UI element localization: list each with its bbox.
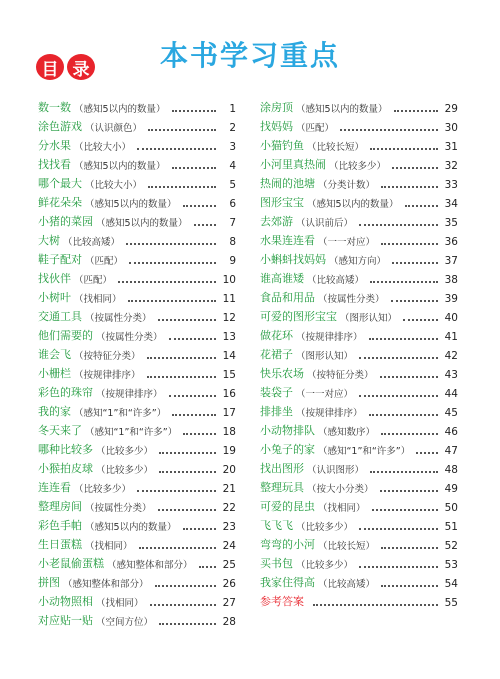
dot-leader <box>172 414 216 416</box>
toc-entry-subtitle: （比较长短） <box>318 541 376 552</box>
dot-leader <box>183 433 216 435</box>
toc-entry[interactable] <box>38 381 236 400</box>
dot-leader <box>359 395 438 397</box>
toc-entry[interactable] <box>260 590 458 609</box>
dot-leader <box>199 566 216 568</box>
toc-entry-subtitle: （找相同） <box>74 294 122 305</box>
dot-leader <box>381 585 438 587</box>
toc-page-number: 36 <box>444 236 458 248</box>
toc-entry[interactable] <box>260 457 458 476</box>
toc-page-number: 5 <box>229 179 236 191</box>
toc-entry-title: 对应贴一贴 <box>38 614 93 627</box>
toc-entry-title: 彩色的珠帘 <box>38 386 93 399</box>
toc-entry-title: 交通工具 <box>38 310 82 323</box>
toc-entry[interactable] <box>38 514 236 533</box>
toc-entry-subtitle: （找相同） <box>96 598 144 609</box>
toc-entry[interactable] <box>260 381 458 400</box>
toc-entry-subtitle: （按特征分类） <box>307 370 374 381</box>
toc-entry-subtitle: （按属性分类） <box>318 294 385 305</box>
dot-leader <box>159 452 216 454</box>
toc-entry-subtitle: （按规律排序） <box>296 332 363 343</box>
toc-entry-subtitle: （按规律排序） <box>74 370 141 381</box>
toc-entry-subtitle: （比较高矮） <box>318 579 376 590</box>
toc-entry[interactable] <box>260 191 458 210</box>
toc-page-number: 22 <box>222 502 236 514</box>
toc-entry-title: 做花环 <box>260 329 293 342</box>
toc-page-number: 29 <box>444 103 458 115</box>
toc-entry-title: 我家住得高 <box>260 576 315 589</box>
toc-entry-subtitle: （空间方位） <box>96 617 154 628</box>
toc-entry-subtitle: （比较大小） <box>74 142 132 153</box>
toc-entry-subtitle: （感知5以内的数量） <box>74 161 166 172</box>
toc-entry-title: 找出图形 <box>260 462 304 475</box>
toc-page-number: 3 <box>229 141 236 153</box>
dot-leader <box>392 167 438 169</box>
toc-page-number: 35 <box>444 217 458 229</box>
toc-page-number: 32 <box>444 160 458 172</box>
dot-leader <box>370 471 438 473</box>
toc-entry-title: 去郊游 <box>260 215 293 228</box>
toc-entry-title: 小兔子的家 <box>260 443 315 456</box>
toc-entry-title: 小动物排队 <box>260 424 315 437</box>
toc-entry-title: 排排坐 <box>260 405 293 418</box>
toc-entry[interactable] <box>260 229 458 248</box>
toc-entry-subtitle: （比较多少） <box>296 522 354 533</box>
toc-page-number: 41 <box>444 331 458 343</box>
toc-entry-title: 涂房顶 <box>260 101 293 114</box>
toc-page-number: 19 <box>222 445 236 457</box>
dot-leader <box>372 509 438 511</box>
dot-leader <box>158 319 216 321</box>
toc-entry[interactable] <box>38 476 236 495</box>
toc-entry-subtitle: （一一对应） <box>296 389 354 400</box>
toc-page-number: 2 <box>229 122 236 134</box>
toc-entry[interactable] <box>260 210 458 229</box>
toc-page-number: 9 <box>229 255 236 267</box>
badge-char-1: 目 <box>36 54 64 80</box>
toc-entry-subtitle: （比较多少） <box>96 446 154 457</box>
dot-leader <box>126 243 216 245</box>
toc-entry-subtitle: （比较多少） <box>329 161 387 172</box>
toc-entry-title: 鞋子配对 <box>38 253 82 266</box>
dot-leader <box>118 281 216 283</box>
toc-entry[interactable] <box>38 419 236 438</box>
toc-page-number: 8 <box>229 236 236 248</box>
toc-page-number: 44 <box>444 388 458 400</box>
toc-entry-title: 小猪的菜园 <box>38 215 93 228</box>
dot-leader <box>370 281 438 283</box>
badge-char-2: 录 <box>67 54 95 80</box>
toc-entry-subtitle: （感知整体和部分） <box>107 560 193 571</box>
dot-leader <box>391 300 438 302</box>
toc-entry-title: 涂色游戏 <box>38 120 82 133</box>
toc-entry[interactable] <box>260 115 458 134</box>
dot-leader <box>313 604 438 606</box>
toc-entry[interactable] <box>260 96 458 115</box>
toc-page-number: 54 <box>444 578 458 590</box>
dot-leader <box>147 376 216 378</box>
dot-leader <box>381 547 438 549</box>
toc-entry-title: 花裙子 <box>260 348 293 361</box>
toc-entry-title: 图形宝宝 <box>260 196 304 209</box>
dot-leader <box>340 129 438 131</box>
toc-entry-subtitle: （感知“1”和“许多”） <box>318 446 411 457</box>
toc-entry-title: 小动物照相 <box>38 595 93 608</box>
toc-entry[interactable] <box>260 267 458 286</box>
toc-entry[interactable] <box>260 248 458 267</box>
dot-leader <box>381 243 438 245</box>
toc-entry[interactable] <box>260 286 458 305</box>
toc-entry[interactable] <box>38 96 236 115</box>
toc-entry[interactable] <box>38 191 236 210</box>
toc-page-number: 52 <box>444 540 458 552</box>
toc-entry-title: 小蝌蚪找妈妈 <box>260 253 326 266</box>
toc-page-number: 15 <box>222 369 236 381</box>
dot-leader <box>159 623 216 625</box>
toc-page-number: 17 <box>222 407 236 419</box>
dot-leader <box>183 528 216 530</box>
dot-leader <box>370 148 438 150</box>
dot-leader <box>147 357 216 359</box>
dot-leader <box>172 167 216 169</box>
toc-entry-title: 找找看 <box>38 158 71 171</box>
dot-leader <box>129 262 216 264</box>
toc-entry[interactable] <box>260 324 458 343</box>
toc-entry-subtitle: （感知5以内的数量） <box>307 199 399 210</box>
toc-entry-subtitle: （按属性分类） <box>85 313 152 324</box>
toc-entry[interactable] <box>38 286 236 305</box>
toc-entry-subtitle: （一一对应） <box>318 237 376 248</box>
toc-page-number: 39 <box>444 293 458 305</box>
toc-entry-title: 水果连连看 <box>260 234 315 247</box>
toc-entry-subtitle: （比较多少） <box>96 465 154 476</box>
toc-entry-title: 分水果 <box>38 139 71 152</box>
toc-entry-title: 食品和用品 <box>260 291 315 304</box>
dot-leader <box>148 186 216 188</box>
toc-entry[interactable] <box>260 419 458 438</box>
toc-entry[interactable] <box>38 362 236 381</box>
toc-entry-title: 谁会飞 <box>38 348 71 361</box>
toc-entry-subtitle: （图形认知） <box>340 313 398 324</box>
toc-page-number: 34 <box>444 198 458 210</box>
toc-entry[interactable] <box>260 476 458 495</box>
toc-entry-title: 可爱的图形宝宝 <box>260 310 337 323</box>
toc-entry-subtitle: （感知方向） <box>329 256 387 267</box>
toc-entry-title: 可爱的昆虫 <box>260 500 315 513</box>
toc-page-number: 55 <box>444 597 458 609</box>
toc-entry-subtitle: （匹配） <box>296 123 335 134</box>
toc-entry[interactable] <box>38 153 236 172</box>
toc-entry-subtitle: （匹配） <box>74 275 113 286</box>
toc-entry[interactable] <box>38 343 236 362</box>
toc-page-number: 13 <box>222 331 236 343</box>
toc-entry-subtitle: （找相同） <box>85 541 133 552</box>
toc-entry-title: 谁高谁矮 <box>260 272 304 285</box>
toc-entry[interactable] <box>260 153 458 172</box>
toc-entry-subtitle: （按属性分类） <box>85 503 152 514</box>
dot-leader <box>155 585 216 587</box>
dot-leader <box>169 338 216 340</box>
toc-entry[interactable] <box>38 172 236 191</box>
dot-leader <box>380 376 438 378</box>
toc-entry-title: 大树 <box>38 234 60 247</box>
toc-entry-title: 弯弯的小河 <box>260 538 315 551</box>
toc-entry[interactable] <box>38 590 236 609</box>
dot-leader <box>128 300 216 302</box>
dot-leader <box>137 148 216 150</box>
dot-leader <box>381 433 438 435</box>
toc-page-number: 7 <box>229 217 236 229</box>
dot-leader <box>359 357 438 359</box>
toc-page-number: 37 <box>444 255 458 267</box>
toc-entry-subtitle: （比较长短） <box>307 142 365 153</box>
toc-page-number: 14 <box>222 350 236 362</box>
toc-entry-title: 小猫钓鱼 <box>260 139 304 152</box>
toc-entry[interactable] <box>260 438 458 457</box>
dot-leader <box>359 224 438 226</box>
toc-page-number: 25 <box>222 559 236 571</box>
dot-leader <box>416 452 438 454</box>
toc-page-number: 21 <box>222 483 236 495</box>
toc-entry-subtitle: （认识前后） <box>296 218 354 229</box>
dot-leader <box>148 129 216 131</box>
toc-entry[interactable] <box>260 552 458 571</box>
toc-page-number: 51 <box>444 521 458 533</box>
dot-leader <box>183 205 216 207</box>
toc-entry-title: 他们需要的 <box>38 329 93 342</box>
dot-leader <box>359 566 438 568</box>
toc-entry-subtitle: （比较大小） <box>85 180 143 191</box>
toc-entry[interactable] <box>38 495 236 514</box>
toc-entry-subtitle: （图形认知） <box>296 351 354 362</box>
toc-entry-subtitle: （认识颜色） <box>85 123 143 134</box>
toc-page-number: 31 <box>444 141 458 153</box>
toc-right-column <box>260 96 458 609</box>
dot-leader <box>369 414 438 416</box>
toc-entry-title: 整理玩具 <box>260 481 304 494</box>
toc-entry-title: 小河里真热闹 <box>260 158 326 171</box>
dot-leader <box>172 110 216 112</box>
toc-entry[interactable] <box>38 609 236 628</box>
toc-page-number: 45 <box>444 407 458 419</box>
toc-entry-subtitle: （感知数序） <box>318 427 376 438</box>
toc-entry-title: 连连看 <box>38 481 71 494</box>
toc-page-number: 18 <box>222 426 236 438</box>
dot-leader <box>405 205 438 207</box>
toc-entry[interactable] <box>38 267 236 286</box>
dot-leader <box>159 471 216 473</box>
toc-entry[interactable] <box>260 400 458 419</box>
toc-entry-subtitle: （比较高矮） <box>63 237 121 248</box>
toc-entry[interactable] <box>38 248 236 267</box>
toc-left-column <box>38 96 236 628</box>
toc-entry[interactable] <box>260 343 458 362</box>
toc-page-number: 27 <box>222 597 236 609</box>
toc-entry-subtitle: （感知“1”和“许多”） <box>74 408 167 419</box>
toc-entry[interactable] <box>38 533 236 552</box>
toc-entry-subtitle: （按规律排序） <box>96 389 163 400</box>
toc-entry[interactable] <box>38 210 236 229</box>
toc-entry[interactable] <box>260 514 458 533</box>
toc-page-number: 1 <box>229 103 236 115</box>
toc-entry[interactable] <box>260 362 458 381</box>
page-title: 本书学习重点 <box>159 39 340 72</box>
toc-entry-title: 哪种比较多 <box>38 443 93 456</box>
toc-entry-subtitle: （认识图形） <box>307 465 365 476</box>
toc-entry-subtitle: （感知5以内的数量） <box>296 104 388 115</box>
toc-entry-title: 哪个最大 <box>38 177 82 190</box>
toc-entry-title: 参考答案 <box>260 595 304 608</box>
toc-entry-title: 我的家 <box>38 405 71 418</box>
toc-page-number: 12 <box>222 312 236 324</box>
dot-leader <box>158 509 216 511</box>
toc-entry-title: 找妈妈 <box>260 120 293 133</box>
toc-entry-title: 飞飞飞 <box>260 519 293 532</box>
toc-page-number: 53 <box>444 559 458 571</box>
toc-entry-title: 生日蛋糕 <box>38 538 82 551</box>
toc-entry[interactable] <box>38 457 236 476</box>
toc-page-number: 50 <box>444 502 458 514</box>
toc-entry-subtitle: （感知“1”和“许多”） <box>85 427 178 438</box>
toc-entry[interactable] <box>38 400 236 419</box>
toc-page-number: 43 <box>444 369 458 381</box>
toc-entry-subtitle: （感知5以内的数量） <box>85 199 177 210</box>
toc-page-number: 47 <box>444 445 458 457</box>
dot-leader <box>137 490 216 492</box>
toc-page-number: 10 <box>222 274 236 286</box>
toc-page-number: 38 <box>444 274 458 286</box>
toc-page-number: 33 <box>444 179 458 191</box>
toc-entry-title: 小老鼠偷蛋糕 <box>38 557 104 570</box>
toc-entry-title: 冬天来了 <box>38 424 82 437</box>
toc-page-number: 42 <box>444 350 458 362</box>
dot-leader <box>169 395 216 397</box>
toc-entry[interactable] <box>38 324 236 343</box>
toc-page-number: 26 <box>222 578 236 590</box>
dot-leader <box>392 262 438 264</box>
toc-page-number: 30 <box>444 122 458 134</box>
toc-entry-title: 买书包 <box>260 557 293 570</box>
toc-entry[interactable] <box>260 305 458 324</box>
toc-page-number: 11 <box>222 293 236 305</box>
dot-leader <box>381 186 438 188</box>
toc-entry-subtitle: （比较多少） <box>296 560 354 571</box>
toc-page-number: 48 <box>444 464 458 476</box>
toc-entry-title: 小栅栏 <box>38 367 71 380</box>
toc-entry-subtitle: （感知5以内的数量） <box>96 218 188 229</box>
toc-entry-title: 热闹的池塘 <box>260 177 315 190</box>
toc-entry-title: 找伙伴 <box>38 272 71 285</box>
toc-entry[interactable] <box>38 134 236 153</box>
toc-entry-subtitle: （按属性分类） <box>96 332 163 343</box>
toc-entry-title: 小猴拍皮球 <box>38 462 93 475</box>
toc-entry[interactable] <box>38 438 236 457</box>
toc-entry-subtitle: （匹配） <box>85 256 124 267</box>
toc-entry-title: 装袋子 <box>260 386 293 399</box>
toc-entry[interactable] <box>38 229 236 248</box>
toc-page-number: 4 <box>229 160 236 172</box>
toc-entry-title: 整理房间 <box>38 500 82 513</box>
toc-page-number: 49 <box>444 483 458 495</box>
toc-entry[interactable] <box>260 571 458 590</box>
toc-entry-title: 拼图 <box>38 576 60 589</box>
toc-entry[interactable] <box>38 571 236 590</box>
dot-leader <box>359 528 438 530</box>
dot-leader <box>150 604 216 606</box>
toc-entry-subtitle: （比较高矮） <box>307 275 365 286</box>
toc-entry-title: 小树叶 <box>38 291 71 304</box>
toc-entry-subtitle: （感知5以内的数量） <box>85 522 177 533</box>
toc-entry-title: 快乐农场 <box>260 367 304 380</box>
dot-leader <box>139 547 216 549</box>
dot-leader <box>369 338 438 340</box>
toc-page-number: 16 <box>222 388 236 400</box>
toc-page-number: 40 <box>444 312 458 324</box>
dot-leader <box>394 110 438 112</box>
toc-page-number: 23 <box>222 521 236 533</box>
toc-entry-subtitle: （按特征分类） <box>74 351 141 362</box>
toc-entry-subtitle: （分类计数） <box>318 180 376 191</box>
toc-entry-subtitle: （感知整体和部分） <box>63 579 149 590</box>
toc-entry-subtitle: （找相同） <box>318 503 366 514</box>
toc-entry[interactable] <box>260 533 458 552</box>
toc-entry-subtitle: （按规律排序） <box>296 408 363 419</box>
toc-entry[interactable] <box>260 134 458 153</box>
toc-entry[interactable] <box>38 115 236 134</box>
toc-page-number: 28 <box>222 616 236 628</box>
toc-page-number: 6 <box>229 198 236 210</box>
toc-entry-title: 鲜花朵朵 <box>38 196 82 209</box>
toc-entry-title: 彩色手帕 <box>38 519 82 532</box>
toc-entry-subtitle: （感知5以内的数量） <box>74 104 166 115</box>
toc-entry-subtitle: （按大小分类） <box>307 484 374 495</box>
toc-page-number: 20 <box>222 464 236 476</box>
toc-entry-subtitle: （比较多少） <box>74 484 132 495</box>
toc-entry[interactable] <box>260 172 458 191</box>
toc-entry[interactable] <box>260 495 458 514</box>
dot-leader <box>403 319 438 321</box>
toc-entry-title: 数一数 <box>38 101 71 114</box>
toc-entry[interactable] <box>38 552 236 571</box>
dot-leader <box>194 224 216 226</box>
toc-entry[interactable] <box>38 305 236 324</box>
dot-leader <box>380 490 438 492</box>
toc-page-number: 46 <box>444 426 458 438</box>
toc-page-number: 24 <box>222 540 236 552</box>
